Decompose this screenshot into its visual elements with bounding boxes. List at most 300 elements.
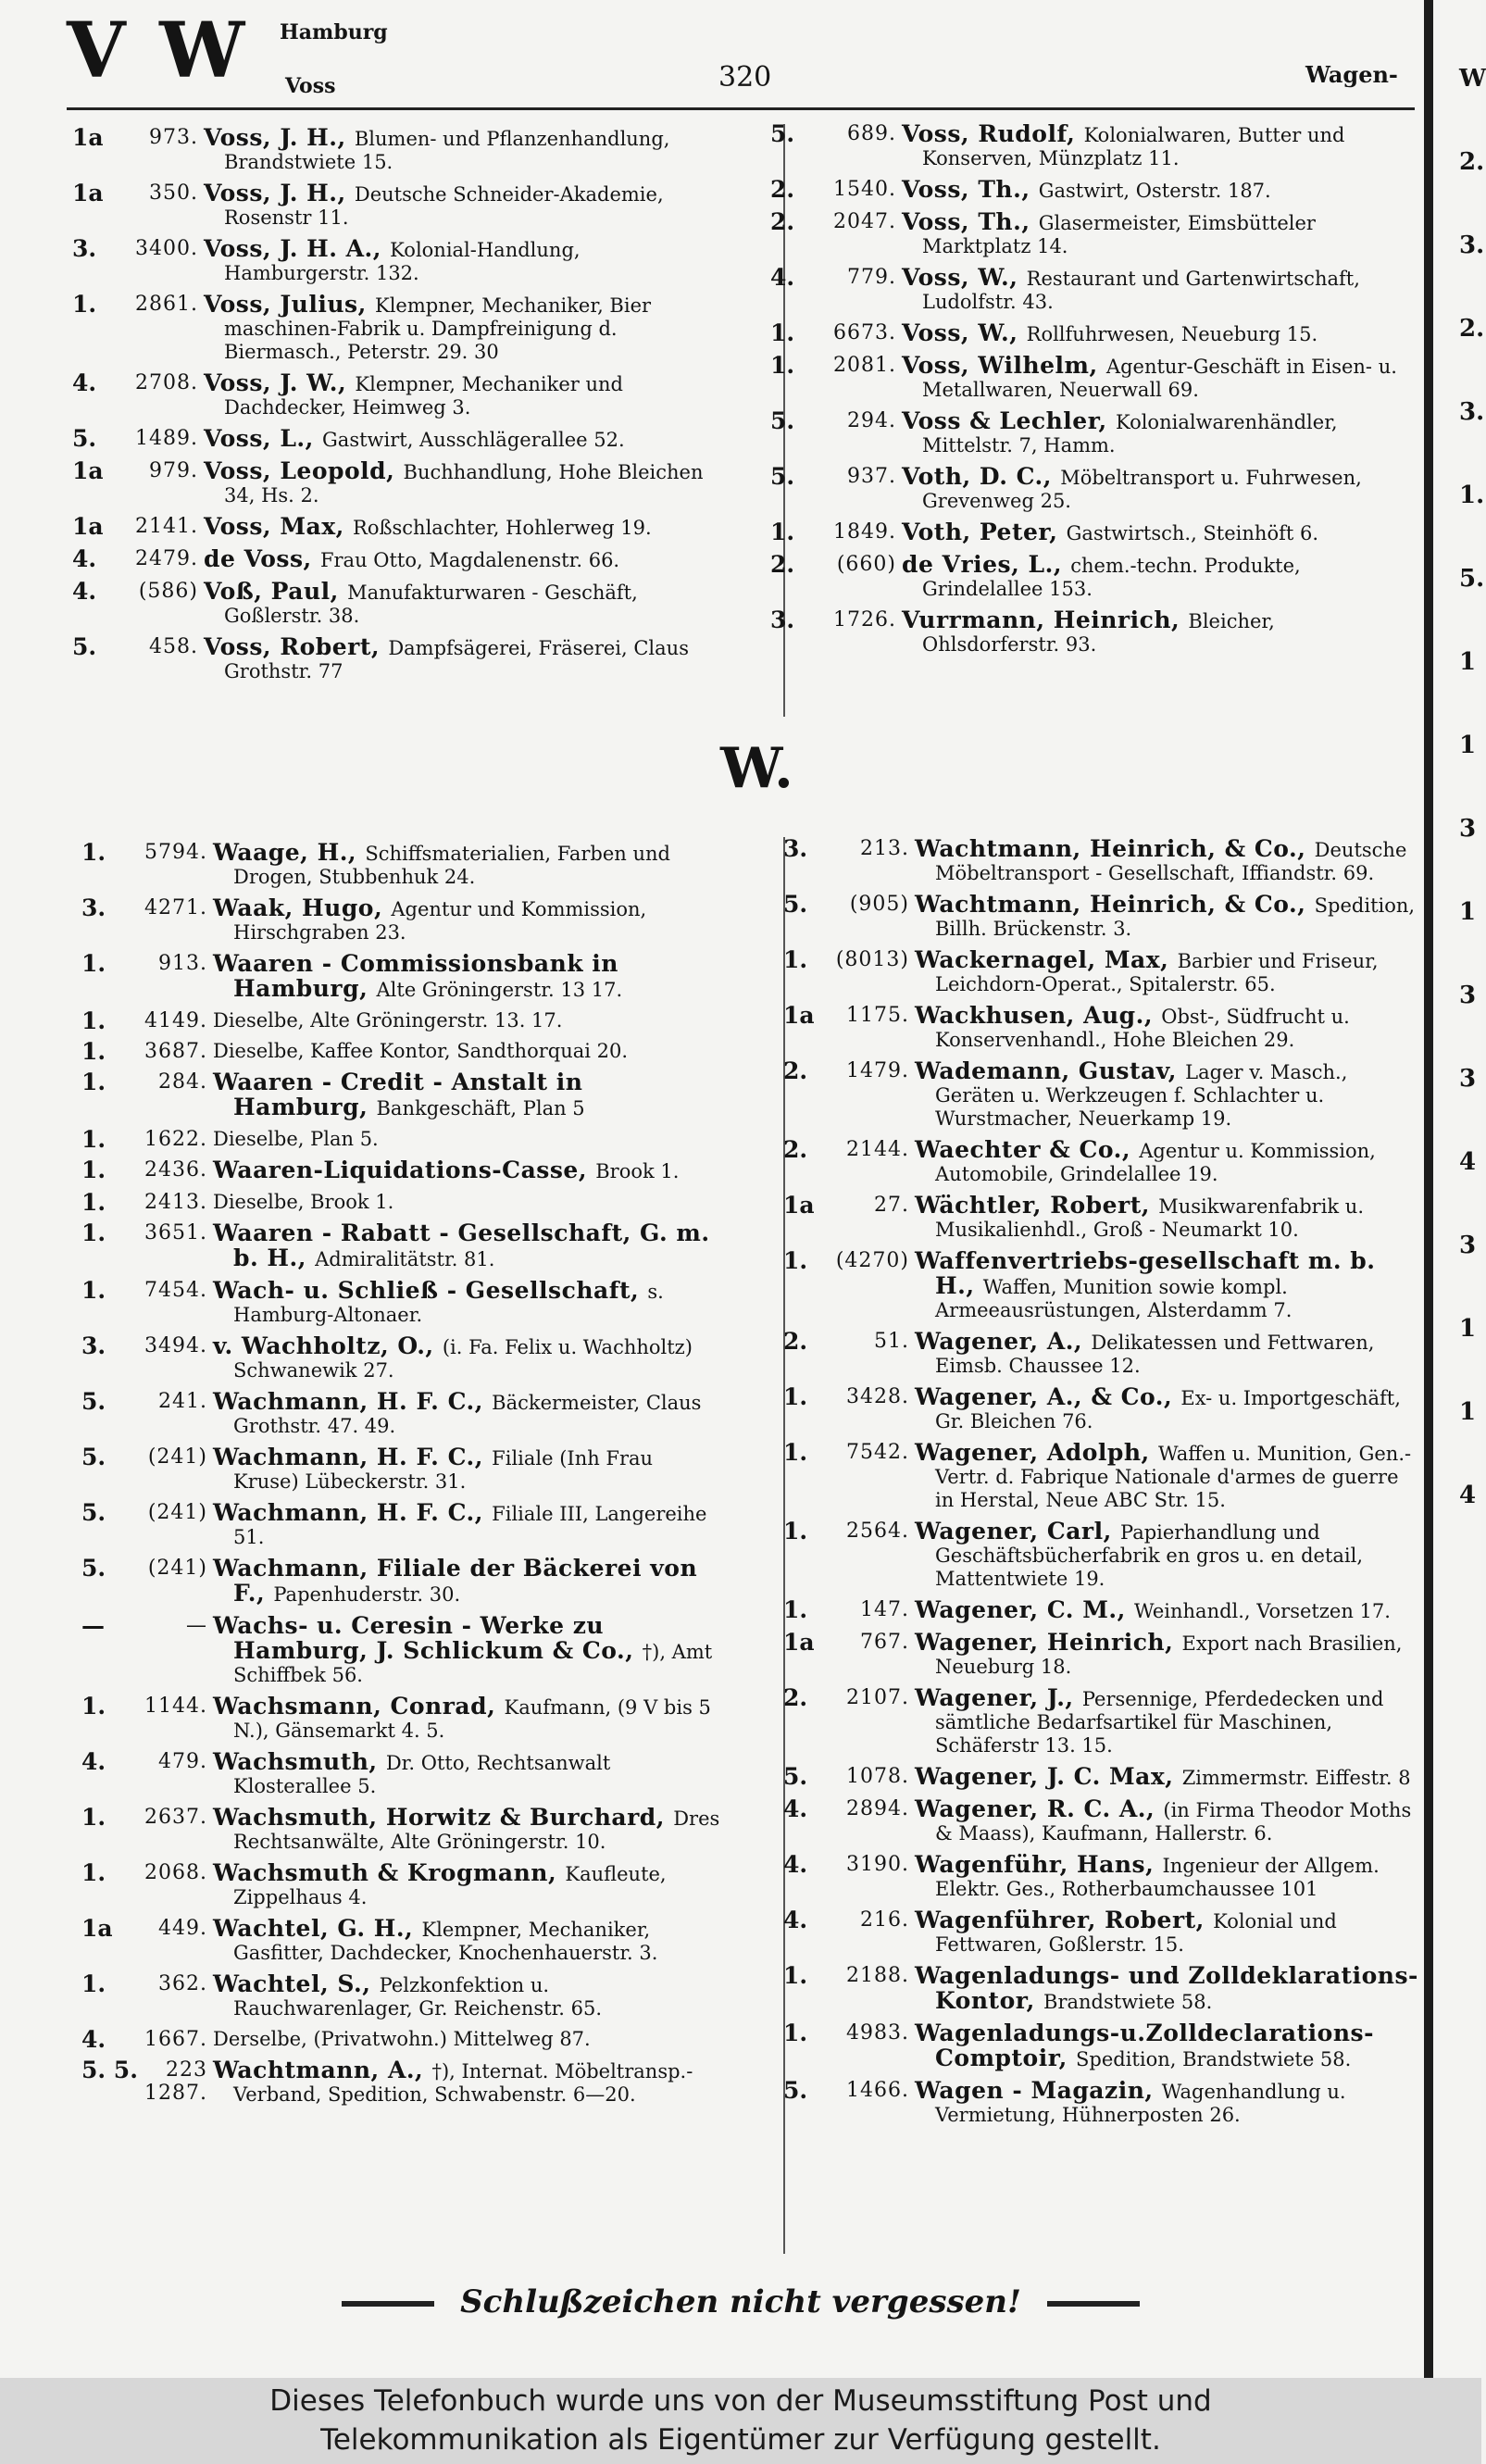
phone-number: 3494. — [144, 1334, 207, 1357]
phone-number: (4270) — [835, 1249, 909, 1272]
entry-name: de Voss, — [204, 545, 320, 572]
exchange-zone: 2. — [770, 551, 795, 578]
entry-description: Spedition, Brandstwiete 58. — [1076, 2048, 1352, 2070]
phone-number: 147. — [860, 1598, 909, 1621]
phone-number: (660) — [836, 553, 896, 576]
phone-number: 3190. — [846, 1853, 909, 1876]
exchange-zone: 2. — [770, 208, 795, 235]
entry-name: Wagenführ, Hans, — [915, 1851, 1163, 1878]
exchange-zone: 4. — [81, 2026, 106, 2053]
column-top-right — [770, 122, 1409, 664]
phone-number: 216. — [860, 1908, 909, 1932]
exchange-zone: 5. — [72, 633, 97, 660]
entry-text — [902, 608, 1409, 657]
entry-description: Deutsche Möbeltransport - Gesellschaft, Iffiandstr. 69. — [935, 839, 1407, 884]
entry-name: Wagener, Carl, — [915, 1518, 1121, 1545]
exchange-zone: 1. — [783, 2020, 808, 2046]
exchange-zone: 1. — [81, 1219, 106, 1246]
entry-name: Wagener, A., & Co., — [915, 1383, 1181, 1410]
phone-number: 6673. — [833, 321, 896, 344]
directory-entry — [783, 1441, 1422, 1512]
slogan-bar-left — [342, 2301, 434, 2307]
column-top-left — [72, 126, 711, 691]
exchange-zone: 5. — [770, 120, 795, 147]
column-bottom-right — [783, 837, 1422, 2134]
entry-name: Wagener, C. M., — [915, 1596, 1134, 1623]
entry-description: Zimmermstr. Eiffestr. 8 — [1181, 1767, 1411, 1789]
entry-description: Pelzkonfektion u. Rauchwarenlager, Gr. Reichenstr. 65. — [233, 1974, 603, 2020]
entry-name: Voss, J. W., — [204, 369, 356, 396]
entry-text — [915, 1194, 1422, 1242]
entry-description: Alte Gröningerstr. 13 17. — [376, 979, 623, 1001]
entry-description: Deutsche Schneider-Akademie, Rosenstr 11. — [224, 183, 664, 229]
directory-entry — [81, 1128, 720, 1151]
edge-fragment: 1. — [1459, 482, 1485, 509]
directory-entry — [81, 1158, 720, 1183]
directory-entry — [81, 1614, 720, 1687]
entry-text — [213, 1070, 720, 1120]
entry-name: Wächtler, Robert, — [915, 1192, 1159, 1219]
directory-entry — [81, 896, 720, 944]
entry-text — [204, 635, 711, 683]
directory-entry — [81, 1806, 720, 1854]
entry-description: Roßschlachter, Hohlerweg 19. — [353, 517, 652, 539]
entry-description: Waffen u. Munition, Gen.-Vertr. d. Fabrique Nationale d'armes de guerre in Herstal, Neue ABC Str. 15. — [935, 1443, 1412, 1511]
entry-description: †), Internat. Möbeltransp.-Verband, Spedition, Schwabenstr. 6—20. — [233, 2060, 693, 2106]
directory-entry — [770, 122, 1409, 170]
exchange-zone: 1. — [783, 1383, 808, 1410]
slogan-bar-right — [1047, 2301, 1140, 2307]
directory-entry — [770, 354, 1409, 402]
directory-entry — [81, 1334, 720, 1382]
exchange-zone: 1. — [81, 1693, 106, 1720]
exchange-zone: 1a — [81, 1915, 113, 1942]
entry-description: Kaufmann, (9 V bis 5 N.), Gänsemarkt 4. 5. — [233, 1696, 711, 1742]
phone-number: 1622. — [144, 1128, 207, 1151]
exchange-zone: 1a — [783, 1002, 815, 1029]
exchange-zone: 3. — [770, 607, 795, 633]
entry-description: Weinhandl., Vorsetzen 17. — [1133, 1600, 1391, 1622]
entry-text — [213, 1334, 720, 1382]
directory-entry — [81, 952, 720, 1002]
directory-entry — [783, 1853, 1422, 1901]
entry-description: Bleicher, Ohlsdorferstr. 93. — [922, 610, 1275, 656]
entry-text — [915, 1138, 1422, 1186]
exchange-zone: 4. — [72, 369, 97, 396]
entry-text — [204, 293, 711, 364]
exchange-zone: 1. — [783, 946, 808, 973]
directory-entry — [81, 1191, 720, 1214]
phone-number: 7542. — [846, 1441, 909, 1464]
entry-description: Möbeltransport u. Fuhrwesen, Grevenweg 25. — [922, 467, 1362, 512]
entry-name: Wagener, A., — [915, 1328, 1092, 1355]
directory-entry — [81, 1009, 720, 1032]
edge-fragment: 3 — [1459, 1232, 1477, 1259]
entry-description: (i. Fa. Felix u. Wachholtz) Schwanewik 27. — [233, 1336, 693, 1382]
entry-name: Wachsmann, Conrad, — [213, 1693, 505, 1720]
entry-name: Voss, Leopold, — [204, 457, 404, 484]
entry-text — [915, 948, 1422, 996]
phone-number: 1175. — [846, 1004, 909, 1027]
entry-text — [213, 896, 720, 944]
directory-entry — [783, 1059, 1422, 1131]
entry-text — [213, 2058, 720, 2107]
entry-name: Voss, W., — [902, 264, 1027, 291]
phone-number: 2564. — [846, 1520, 909, 1543]
entry-name: Voss, Rudolf, — [902, 120, 1084, 147]
phone-number: 1466. — [846, 2079, 909, 2102]
directory-entry — [783, 1330, 1422, 1378]
directory-entry — [81, 1861, 720, 1909]
exchange-zone: 2. — [783, 1684, 808, 1711]
entry-description: Ex- u. Importgeschäft, Gr. Bleichen 76. — [935, 1387, 1401, 1432]
entry-name: Waaren - Credit - Anstalt in Hamburg, — [213, 1069, 583, 1120]
directory-entry — [783, 1631, 1422, 1679]
exchange-zone: 1. — [81, 1189, 106, 1216]
phone-number: 3428. — [846, 1385, 909, 1408]
phone-number: 2081. — [833, 354, 896, 377]
entry-text — [204, 459, 711, 507]
entry-description: chem.-techn. Produkte, Grindelallee 153. — [922, 555, 1301, 600]
entry-text — [915, 1964, 1422, 2014]
entry-description: Glasermeister, Eimsbütteler Marktplatz 14. — [922, 212, 1316, 257]
exchange-zone: 1a — [783, 1629, 815, 1656]
edge-fragment: 1 — [1459, 1398, 1477, 1426]
exchange-zone: 2. — [770, 176, 795, 203]
entry-description: Klempner, Mechaniker, Bier maschinen-Fabrik u. Dampfreinigung d. Biermasch., Peterstr. 29. 30 — [224, 294, 652, 363]
entry-description: Klempner, Mechaniker, Gasfitter, Dachdecker, Knochenhauerstr. 3. — [233, 1919, 658, 1964]
exchange-zone: 1. — [81, 1126, 106, 1153]
entry-description: Ingenieur der Allgem. Elektr. Ges., Rotherbaumchaussee 101 — [935, 1855, 1380, 1900]
exchange-zone: 1a — [72, 457, 104, 484]
entry-text — [213, 1557, 720, 1607]
entry-text — [213, 1279, 720, 1327]
exchange-zone: 3. — [783, 835, 808, 862]
directory-entry — [783, 1908, 1422, 1957]
entry-text — [915, 1004, 1422, 1052]
exchange-zone: 2. — [783, 1057, 808, 1084]
entry-name: Voss, Julius, — [204, 291, 375, 318]
entry-name: de Vries, L., — [902, 551, 1071, 578]
entry-text — [213, 2028, 720, 2051]
directory-entry — [783, 1194, 1422, 1242]
entry-description: Export nach Brasilien, Neueburg 18. — [935, 1632, 1403, 1678]
entry-text — [213, 1917, 720, 1965]
entry-name: Wachmann, H. F. C., — [213, 1444, 493, 1470]
phone-number: 458. — [149, 635, 198, 658]
exchange-zone: 4. — [81, 1748, 106, 1775]
exchange-zone: 1a — [72, 513, 104, 540]
entry-text — [915, 1853, 1422, 1901]
exchange-zone: 4. — [72, 545, 97, 572]
edge-fragment: 2. — [1459, 315, 1485, 343]
exchange-zone: 5. — [81, 1499, 106, 1526]
entry-description: Wagenhandlung u. Vermietung, Hühnerposten 26. — [935, 2081, 1346, 2126]
entry-name: Waaren-Liquidations-Casse, — [213, 1157, 596, 1183]
directory-entry — [81, 1221, 720, 1271]
phone-number: 2107. — [846, 1686, 909, 1709]
entry-text — [204, 126, 711, 174]
entry-text — [213, 1445, 720, 1494]
notice-line-1: Dieses Telefonbuch wurde uns von der Museumsstiftung Post und — [269, 2384, 1212, 2418]
phone-number: 241. — [158, 1390, 207, 1413]
exchange-zone: 4. — [783, 1795, 808, 1822]
entry-description: Frau Otto, Magdalenenstr. 66. — [319, 549, 620, 571]
directory-entry — [770, 178, 1409, 203]
entry-name: Wademann, Gustav, — [915, 1057, 1186, 1084]
entry-text — [213, 1972, 720, 2020]
edge-fragment: 5. — [1459, 565, 1485, 593]
entry-name: Waaren - Rabatt - Gesellschaft, G. m. b. H., — [213, 1219, 710, 1271]
entry-text — [915, 1797, 1422, 1845]
header-range-start: Voss — [285, 74, 336, 98]
exchange-zone: 1a — [72, 124, 104, 151]
directory-entry — [770, 465, 1409, 513]
exchange-zone: 1. — [81, 1069, 106, 1095]
entry-text — [915, 1908, 1422, 1957]
directory-entry — [783, 1686, 1422, 1757]
entry-text — [915, 837, 1422, 885]
directory-entry — [783, 1598, 1422, 1623]
entry-name: Wachmann, H. F. C., — [213, 1388, 493, 1415]
phone-number: 2188. — [846, 1964, 909, 1987]
exchange-zone: 1. — [81, 1277, 106, 1304]
directory-entry — [783, 2079, 1422, 2127]
entry-name: Voss, Th., — [902, 176, 1039, 203]
entry-text — [902, 321, 1409, 346]
entry-text — [213, 1614, 720, 1687]
entry-text — [204, 371, 711, 419]
edge-fragment: 3. — [1459, 398, 1485, 426]
exchange-zone: 1. — [81, 1038, 106, 1065]
exchange-zone: 1. — [81, 839, 106, 866]
directory-entry — [81, 2028, 720, 2051]
exchange-zone: 3. — [72, 235, 97, 262]
directory-entry — [72, 515, 711, 540]
ownership-notice — [0, 2378, 1481, 2464]
slogan-text: Schlußzeichen nicht vergessen! — [460, 2283, 1021, 2320]
exchange-zone: 5. — [783, 2077, 808, 2104]
entry-name: Waechter & Co., — [915, 1136, 1140, 1163]
entry-name: Wagenladungs- und Zolldeklarations-Kontor, — [915, 1962, 1418, 2014]
entry-description: Agentur und Kommission, Hirschgraben 23. — [233, 898, 647, 944]
exchange-zone: 5. 5. — [81, 2057, 138, 2083]
entry-name: Waak, Hugo, — [213, 894, 392, 921]
directory-entry — [81, 2058, 720, 2107]
phone-number: 779. — [847, 266, 896, 289]
entry-description: Gastwirt, Ausschlägerallee 52. — [322, 429, 625, 451]
entry-name: Voss & Lechler, — [902, 407, 1116, 434]
entry-name: Wagen - Magazin, — [915, 2077, 1162, 2104]
directory-entry — [81, 1557, 720, 1607]
entry-description: Delikatessen und Fettwaren, Eimsb. Chaussee 12. — [935, 1332, 1375, 1377]
phone-number: 1849. — [833, 520, 896, 544]
entry-description: Klempner, Mechaniker und Dachdecker, Heimweg 3. — [224, 373, 623, 419]
directory-entry — [783, 1765, 1422, 1790]
entry-name: Voth, Peter, — [902, 519, 1067, 545]
phone-number: 2144. — [846, 1138, 909, 1161]
directory-entry — [72, 293, 711, 364]
entry-description: Lager v. Masch., Geräten u. Werkzeugen f. Schlachter u. Wurstmacher, Neuerkamp 19. — [935, 1061, 1348, 1130]
entry-description: Gastwirt, Osterstr. 187. — [1038, 180, 1271, 202]
edge-fragment: 1 — [1459, 898, 1477, 926]
entry-name: Voss, J. H., — [204, 180, 355, 206]
directory-entry — [783, 1138, 1422, 1186]
entry-text — [213, 1221, 720, 1271]
exchange-zone: — — [81, 1612, 105, 1639]
exchange-zone: 5. — [770, 463, 795, 490]
exchange-zone: 1. — [72, 291, 97, 318]
exchange-zone: 1. — [770, 352, 795, 379]
entry-description: Rollfuhrwesen, Neueburg 15. — [1026, 323, 1318, 345]
entry-text — [915, 1330, 1422, 1378]
entry-name: Wachsmuth, Horwitz & Burchard, — [213, 1804, 674, 1831]
directory-entry — [72, 427, 711, 452]
phone-number: 1144. — [144, 1695, 207, 1718]
column-bottom-left — [81, 841, 720, 2114]
entry-name: Wagener, J., — [915, 1684, 1082, 1711]
entry-text — [915, 893, 1422, 941]
exchange-zone: 4. — [770, 264, 795, 291]
exchange-zone: 5. — [81, 1388, 106, 1415]
entry-text — [915, 2079, 1422, 2127]
entry-text — [915, 1441, 1422, 1512]
entry-name: Voss, W., — [902, 319, 1027, 346]
entry-text — [213, 1806, 720, 1854]
entry-description: Admiralitätstr. 81. — [315, 1248, 495, 1270]
directory-entry — [72, 635, 711, 683]
exchange-zone: 5. — [770, 407, 795, 434]
directory-entry — [783, 893, 1422, 941]
exchange-zone: 2. — [783, 1136, 808, 1163]
exchange-zone: 3. — [81, 894, 106, 921]
directory-entry — [72, 237, 711, 285]
exchange-zone: 4. — [783, 1907, 808, 1933]
phone-number: 449. — [158, 1917, 207, 1940]
phone-number: 223 1287. — [144, 2058, 207, 2105]
entry-description: Schiffsmaterialien, Farben und Drogen, Stubbenhuk 24. — [233, 843, 670, 888]
notice-line-2: Telekommunikation als Eigentümer zur Verfügung gestellt. — [320, 2423, 1161, 2457]
exchange-zone: 1. — [81, 1157, 106, 1183]
directory-entry — [783, 2021, 1422, 2071]
edge-fragment: 1 — [1459, 648, 1477, 676]
entry-text — [213, 1009, 720, 1032]
entry-description: Manufakturwaren - Geschäft, Goßlerstr. 38. — [224, 582, 638, 627]
entry-description: Restaurant und Gartenwirtschaft, Ludolfstr. 43. — [922, 268, 1360, 313]
exchange-zone: 5. — [783, 1763, 808, 1790]
entry-description: s. Hamburg-Altonaer. — [233, 1281, 664, 1326]
exchange-zone: 1. — [770, 319, 795, 346]
entry-description: Dieselbe, Brook 1. — [213, 1191, 394, 1213]
phone-number: 2861. — [135, 293, 198, 316]
phone-number: 689. — [847, 122, 896, 145]
phone-number: 1078. — [846, 1765, 909, 1788]
entry-name: Voss, Wilhelm, — [902, 352, 1106, 379]
exchange-zone: 1. — [770, 519, 795, 545]
entry-name: Wachtel, S., — [213, 1970, 380, 1997]
entry-description: Agentur-Geschäft in Eisen- u. Metallwaren, Neuerwall 69. — [922, 356, 1397, 401]
exchange-zone: 1a — [72, 180, 104, 206]
phone-number: 1667. — [144, 2028, 207, 2051]
entry-text — [213, 1861, 720, 1909]
entry-name: Wagenladungs-u.Zolldeclarations-Comptoir, — [915, 2020, 1374, 2071]
phone-number: 51. — [874, 1330, 909, 1353]
directory-entry — [770, 520, 1409, 545]
entry-description: Bäckermeister, Claus Grothstr. 47. 49. — [233, 1392, 702, 1437]
phone-number: 2637. — [144, 1806, 207, 1829]
directory-entry — [81, 1972, 720, 2020]
directory-entry — [770, 266, 1409, 314]
entry-name: Voss, J. H., — [204, 124, 355, 151]
header-rule — [67, 107, 1415, 110]
exchange-zone: 1. — [81, 1859, 106, 1886]
entry-description: Dieselbe, Kaffee Kontor, Sandthorquai 20. — [213, 1040, 629, 1062]
entry-description: (in Firma Theodor Moths & Maass), Kaufmann, Hallerstr. 6. — [935, 1799, 1412, 1845]
edge-fragment: 1 — [1459, 732, 1477, 759]
entry-name: Wachtmann, A., — [213, 2057, 432, 2083]
entry-text — [213, 1191, 720, 1214]
phone-number: (586) — [138, 580, 198, 603]
phone-number: 479. — [158, 1750, 207, 1773]
directory-entry — [770, 608, 1409, 657]
directory-entry — [770, 210, 1409, 258]
entry-description: Bankgeschäft, Plan 5 — [376, 1097, 585, 1119]
phone-number: 3400. — [135, 237, 198, 260]
page-edge-bar — [1424, 0, 1433, 2378]
directory-entry — [72, 580, 711, 628]
edge-fragment: 3. — [1459, 231, 1485, 259]
exchange-zone: 4. — [72, 578, 97, 605]
phone-number: 27. — [874, 1194, 909, 1217]
phone-number: 2413. — [144, 1191, 207, 1214]
directory-entry — [770, 553, 1409, 601]
entry-description: Filiale III, Langereihe 51. — [233, 1503, 707, 1548]
entry-text — [213, 1695, 720, 1743]
phone-number: 7454. — [144, 1279, 207, 1302]
entry-text — [915, 1520, 1422, 1591]
entry-name: Voss, Robert, — [204, 633, 389, 660]
exchange-zone: 5. — [72, 425, 97, 452]
entry-name: Wagener, R. C. A., — [915, 1795, 1164, 1822]
exchange-zone: 5. — [81, 1555, 106, 1582]
entry-text — [902, 465, 1409, 513]
phone-number: 213. — [860, 837, 909, 860]
entry-description: Spedition, Billh. Brückenstr. 3. — [935, 894, 1416, 940]
exchange-zone: 1. — [81, 950, 106, 977]
entry-text — [204, 547, 711, 572]
entry-description: Dr. Otto, Rechtsanwalt Klosterallee 5. — [233, 1752, 611, 1797]
directory-entry — [783, 1004, 1422, 1052]
entry-name: Voth, D. C., — [902, 463, 1061, 490]
phone-number: 1489. — [135, 427, 198, 450]
phone-number: 2708. — [135, 371, 198, 394]
entry-description: Dieselbe, Plan 5. — [213, 1128, 379, 1150]
entry-text — [213, 1390, 720, 1438]
entry-text — [213, 1128, 720, 1151]
entry-text — [915, 2021, 1422, 2071]
directory-entry — [783, 948, 1422, 996]
phone-number: 1540. — [833, 178, 896, 201]
exchange-zone: 5. — [81, 1444, 106, 1470]
entry-name: Wachtmann, Heinrich, & Co., — [915, 891, 1315, 918]
directory-entry — [81, 1917, 720, 1965]
phone-number: 2479. — [135, 547, 198, 570]
entry-name: Wachtmann, Heinrich, & Co., — [915, 835, 1315, 862]
entry-text — [204, 515, 711, 540]
directory-entry — [72, 371, 711, 419]
phone-number: 2141. — [135, 515, 198, 538]
entry-text — [213, 1750, 720, 1798]
